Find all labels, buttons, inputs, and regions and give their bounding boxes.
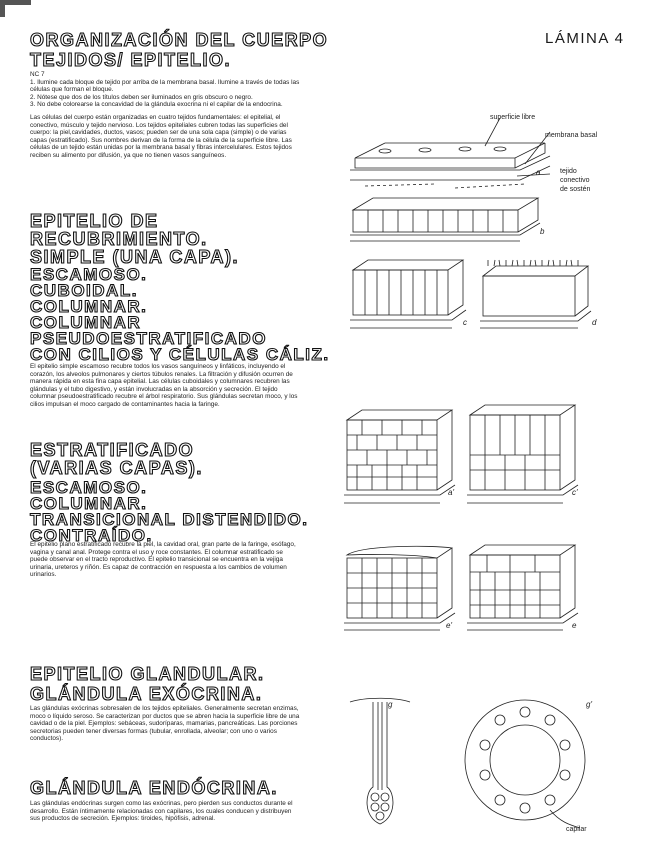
letter-e-prime: e' <box>446 621 452 630</box>
endocrine-paragraph: Las glándulas endócrinas surgen como las exócrinas, pero pierden sus conductos durante el desarrollo. Están íntimamente relacionadas con capilares, los cuales conducen y distribuyen sus productos de secreción. Ejemplos: tiroides, hipófisis, adrenal. <box>30 800 293 823</box>
section1-heading-1: EPITELIO DE <box>30 211 159 231</box>
exocrine-gland-illustration <box>345 692 415 832</box>
exocrine-heading: GLÁNDULA EXÓCRINA. <box>30 684 263 704</box>
section1-heading-2: RECUBRIMIENTO. <box>30 229 208 249</box>
type-transitional-distended: TRANSICIONAL DISTENDIDO. <box>30 510 309 529</box>
type-columnar: COLUMNAR. <box>30 297 148 316</box>
type-strat-squamous: ESCAMOSO. <box>30 478 148 497</box>
note-3: 3. No debe colorearse la concavidad de la glándula exocrina ni el capilar de la endocrina. <box>30 101 283 109</box>
label-connective-2: conectivo <box>560 177 590 184</box>
title-line-1: ORGANIZACIÓN DEL CUERPO <box>30 30 329 50</box>
section1-heading-3: SIMPLE (UNA CAPA). <box>30 247 239 267</box>
letter-b: b <box>540 227 545 236</box>
letter-e: e <box>572 621 577 630</box>
endocrine-gland-illustration <box>455 690 595 830</box>
section2-heading-1: ESTRATIFICADO <box>30 440 195 460</box>
notes-heading: NC 7 <box>30 71 45 78</box>
label-basal-membrane: membrana basal <box>545 132 598 139</box>
simple-squamous-illustration <box>345 118 555 193</box>
letter-a: a <box>536 168 541 177</box>
endocrine-heading: GLÁNDULA ENDÓCRINA. <box>30 778 278 798</box>
label-connective-1: tejido <box>560 168 577 175</box>
stratified-columnar-illustration <box>465 400 580 510</box>
letter-a-prime: a' <box>448 488 454 497</box>
type-squamous: ESCAMOSO. <box>30 265 148 284</box>
type-pseudostratified: PSEUDOESTRATIFICADO <box>30 329 267 348</box>
note-2: 2. Nótese que dos de los títulos deben ser iluminados en gris obscuro o negro. <box>30 93 253 101</box>
type-columnar-2: COLUMNAR <box>30 313 142 332</box>
note-1: 1. Ilumine cada bloque de tejido por arriba de la membrana basal. Ilumine a través de todas las células que forman el bloque. <box>30 78 300 94</box>
section2-paragraph: El epitelio plano estratificado recubre la piel, la cavidad oral, gran parte de la faringe, esófago, vagina y canal anal. Protege contra el uso y roce constantes. El columnar estratificado se puede observar en el tracto reproductivo. El epitelio transicional se encuentra en la vejiga urinaria, ureteros y riñón. Es capaz de contracción en respuesta a los cambios de volumen urinarios. <box>30 541 296 579</box>
letter-c-prime: c' <box>572 488 578 497</box>
stratified-squamous-illustration <box>342 405 457 510</box>
pseudostratified-illustration <box>478 258 598 333</box>
type-cuboidal: CUBOIDAL. <box>30 281 138 300</box>
section2-heading-2: (VARIAS CAPAS). <box>30 458 203 478</box>
type-strat-columnar: COLUMNAR. <box>30 494 148 513</box>
letter-g-prime: g' <box>586 700 592 709</box>
section3-heading: EPITELIO GLANDULAR. <box>30 664 265 684</box>
transitional-contracted-illustration <box>342 540 457 635</box>
transitional-distended-illustration <box>465 540 580 635</box>
intro-paragraph: Las células del cuerpo están organizadas en cuatro tejidos fundamentales: el epitelial, el conectivo, músculo y tejido nervioso. Los tejidos epiteliales cubren todas las superficies del cuerpo: la piel,cavidades, ductos, vasos; pueden ser de una sola capa (simple) o de varias capas (estratificado). Sus nombres derivan de la forma de la célula de la superficie libre. Las células de un tejido están unidas por la membrana basal y fibras intercelulares. Estos tejidos reciben su alimento por difusión, ya que no tienen vasos sanguíneos. <box>30 113 292 159</box>
notes-block <box>30 71 302 160</box>
type-contracted: CONTRAÍDO. <box>30 526 153 545</box>
plate-number: LÁMINA 4 <box>545 30 625 47</box>
simple-cuboidal-illustration <box>348 195 543 245</box>
section1-paragraph: El epitelio simple escamoso recubre todos los vasos sanguíneos y linfáticos, incluyendo el corazón, los alveolos pulmonares y ciertos túbulos renales. La filtración y difusión ocurren de manera rápida en esta fina capa epitelial. Las células cuboidales y columnares recubren las glándulas y el tubo digestivo, y están involucradas en la absorción y secreción. El tejido columnar pseudoestratificado recubre el árbol respiratorio. Sus glándulas secretan moco, y los cilios impulsan el moco cargado de contaminantes hacia la faringe. <box>30 363 298 408</box>
title-line-2: TEJIDOS/ EPITELIO. <box>30 50 232 70</box>
type-cilia-goblet: CON CILIOS Y CÉLULAS CÁLIZ. <box>30 345 330 364</box>
letter-c: c <box>463 318 467 327</box>
letter-d: d <box>592 318 597 327</box>
exocrine-paragraph: Las glándulas exócrinas sobresalen de los tejidos epiteliales. Generalmente secretan enzimas, moco o líquido seroso. Se caracterizan por ductos que se abren hacia la superficie libre de una cavidad o de la piel. Ejemplos: sebáceas, sudoríparas, mamarias, pancreáticas. Las porciones secretorias pueden tener diversas formas (tubular, enrollada, alveolar; con uno o varios conductos). <box>30 705 300 743</box>
simple-columnar-illustration <box>348 258 468 333</box>
letter-g: g <box>388 700 393 709</box>
label-free-surface: superficie libre <box>490 114 536 121</box>
label-capillary: capilar <box>566 826 587 833</box>
page-corner-mark <box>0 0 31 17</box>
label-connective-3: de sostén <box>560 186 591 193</box>
